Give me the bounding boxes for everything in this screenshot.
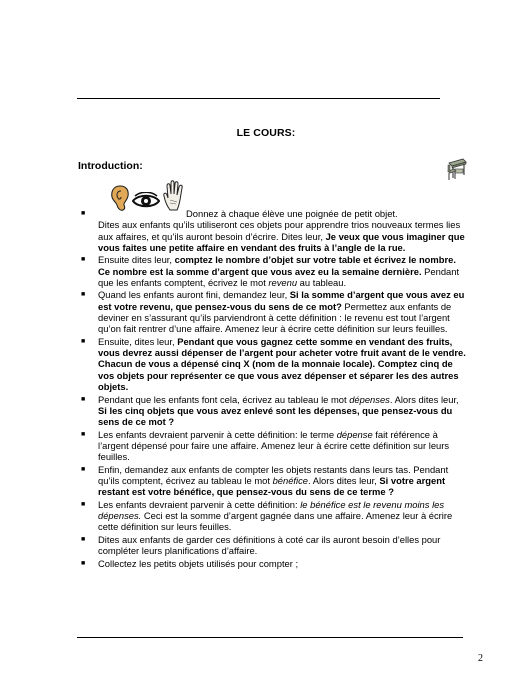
bullet-icon: ■ (81, 559, 86, 567)
list-item-text: Si les cinq objets que vous avez enlevé sont les dépenses, que pensez-vous du sens de ce mot ? (98, 404, 453, 428)
list-item-text: . Alors dites leur, (389, 393, 459, 405)
bullet-icon: ■ (81, 256, 86, 264)
list-item-text: Ensuite, dites leur, (98, 335, 178, 347)
list-item-text: Pendant que les enfants comptent, écrivez le mot (98, 265, 460, 288)
bullet-icon: ■ (81, 430, 86, 438)
bullet-icon: ■ (81, 291, 86, 299)
bullet-icon: ■ (81, 210, 86, 217)
list-item-text: Ensuite dites leur, (98, 254, 175, 266)
bullet-icon: ■ (81, 395, 86, 403)
list-item-text: Dites aux enfants de garder ces définitions à coté car ils auront besoin d’elles pour compléter leurs planifications d’affaire. (98, 533, 441, 557)
list-item-lead: Donnez à chaque élève une poignée de petit objet. (186, 208, 398, 219)
list-item-text: Les enfants devraient parvenir à cette définition: (98, 498, 301, 510)
list-item-text: . Alors dites leur, (308, 474, 380, 486)
list-item-text: Les enfants devraient parvenir à cette définition: le terme (98, 428, 337, 440)
list-item-text: Si votre argent restant est votre bénéfice, que pensez-vous du sens de ce terme ? (98, 474, 446, 498)
top-divider (77, 98, 440, 99)
list-item-text: Pendant que les enfants font cela, écrivez au tableau le mot (98, 393, 350, 405)
section-heading-introduction: Introduction: (78, 160, 143, 172)
school-desk-icon (446, 157, 468, 181)
page-title: LE COURS: (236, 127, 296, 139)
bottom-divider (77, 637, 463, 638)
list-item (78, 464, 466, 498)
list-item (78, 254, 466, 288)
list-item-text: Enfin, demandez aux enfants de compter les objets restants dans leurs tas. Pendant qu’ils comptent, écrivez au tableau le mot (98, 463, 449, 486)
list-item-text: bénéfice (272, 474, 309, 486)
list-item-text: Si la somme d’argent que vous avez eu est votre revenu, que pensez-vous du sens de ce mot? (98, 289, 465, 312)
list-item (78, 336, 466, 392)
bullet-icon: ■ (81, 500, 86, 508)
list-item (78, 394, 466, 428)
list-item-text: Pendant que vous gagnez cette somme en vendant des fruits, vous devrez aussi dépenser de l’argent pour acheter votre fruit avant de le vendre. Chacun de vous a dépensé cinq X (nom de la monnaie locale). Comptez cinq de vos objets pour représenter ce que vous avez dépenser et séparer les des autres objets. (98, 335, 466, 393)
list-item (78, 208, 466, 253)
list-item (78, 534, 466, 557)
list-item-text: Dites aux enfants qu’ils utiliseront ces objets pour apprendre trios nouveaux termes lies aux affaires, et qu’ils auront besoin d’écrire. Dites leur, (98, 219, 461, 242)
list-item-text: Je veux que vous imaginer que vous faites une petite affaire en vendant des fruits à l’angle de la rue. (98, 230, 465, 253)
list-item-text: Quand les enfants auront fini, demandez leur, (98, 289, 290, 301)
list-item-text: dépenses (349, 393, 390, 405)
list-item-text: Ceci est la somme d’argent gagnée dans une affaire. Amenez leur à écrire cette définition sur leurs feuilles. (98, 510, 453, 533)
list-item-text: Collectez les petits objets utilisés pour compter ; (98, 557, 299, 569)
bullet-icon: ■ (81, 337, 86, 345)
bullet-icon: ■ (81, 535, 86, 543)
list-item (78, 499, 466, 533)
list-item-text: dépense (336, 428, 373, 440)
list-item (78, 558, 466, 569)
list-item-text: comptez le nombre d’objet sur votre table et écrivez le nombre. Ce nombre est la somme d’argent que vous avez eu la semaine dernière. (98, 254, 456, 277)
list-item-text: fait référence à l’argent dépensé pour faire une affaire. Amenez leur à écrire cette définition sur leurs feuilles. (98, 428, 450, 463)
page-number: 2 (478, 653, 483, 664)
list-item-text: revenu (268, 276, 298, 288)
bullet-icon: ■ (81, 465, 86, 473)
list-item (78, 289, 466, 334)
list-item (78, 429, 466, 463)
activity-steps-list (78, 208, 466, 570)
list-item-text: le bénéfice est le revenu moins les dépenses. (98, 498, 445, 522)
list-item-text: Permettez aux enfants de deviner en s’assurant qu’ils parviendront à cette définition : le revenu est tout l’argent qu’on fait rentrer d’une affaire. Amenez leur à écrire cette définition sur leurs feuilles. (98, 300, 452, 335)
list-item-text: au tableau. (297, 276, 347, 288)
